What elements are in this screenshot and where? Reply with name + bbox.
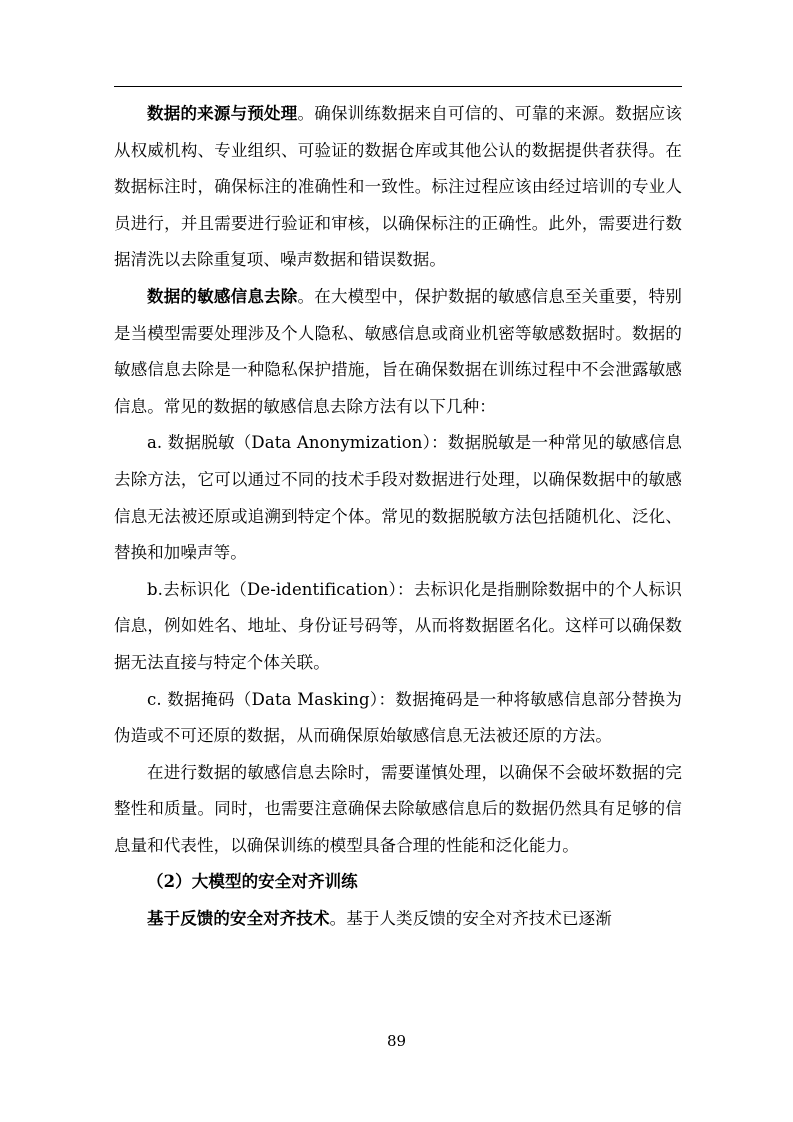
paragraph-body-feedback-alignment: 。基于人类反馈的安全对齐技术已逐渐 — [329, 909, 612, 929]
paragraph-data-source — [114, 96, 682, 279]
header-rule — [114, 86, 682, 87]
paragraph-sensitive-removal — [114, 279, 682, 425]
paragraph-conclusion — [114, 755, 682, 865]
paragraph-body-sensitive-removal: 。在大模型中，保护数据的敏感信息至关重要，特别是当模型需要处理涉及个人隐私、敏感信息或商业机密等敏感数据时。数据的敏感信息去除是一种隐私保护措施，旨在确保数据在训练过程中不会泄露敏感信息。常见的数据的敏感信息去除方法有以下几种： — [114, 286, 682, 416]
paragraph-item-c — [114, 682, 682, 755]
paragraph-body-data-source: 。确保训练数据来自可信的、可靠的来源。数据应该从权威机构、专业组织、可验证的数据仓库或其他公认的数据提供者获得。在数据标注时，确保标注的准确性和一致性。标注过程应该由经过培训的专业人员进行，并且需要进行验证和审核，以确保标注的正确性。此外，需要进行数据清洗以去除重复项、噪声数据和错误数据。 — [114, 104, 682, 270]
paragraph-body-item-b: b.去标识化（De-identification）：去标识化是指删除数据中的个人标识信息，例如姓名、地址、身份证号码等，从而将数据匿名化。这样可以确保数据无法直接与特定个体关联。 — [114, 579, 682, 672]
paragraph-item-b — [114, 572, 682, 682]
section-heading: （2）大模型的安全对齐训练 — [147, 872, 358, 892]
paragraph-body-item-a: a. 数据脱敏（Data Anonymization）：数据脱敏是一种常见的敏感信息去除方法，它可以通过不同的技术手段对数据进行处理，以确保数据中的敏感信息无法被还原或追溯到特定个体。常见的数据脱敏方法包括随机化、泛化、替换和加噪声等。 — [114, 433, 682, 563]
page-number: 89 — [386, 1032, 407, 1050]
paragraph-lead-data-source: 数据的来源与预处理 — [147, 104, 298, 123]
paragraph-body-conclusion: 在进行数据的敏感信息去除时，需要谨慎处理，以确保不会破坏数据的完整性和质量。同时，也需要注意确保去除敏感信息后的数据仍然具有足够的信息量和代表性，以确保训练的模型具备合理的性能和泛化能力。 — [114, 762, 682, 855]
paragraph-lead-feedback-alignment: 基于反馈的安全对齐技术 — [147, 909, 330, 929]
page-content — [114, 96, 682, 938]
paragraph-item-a — [114, 425, 682, 571]
paragraph-lead-sensitive-removal: 数据的敏感信息去除 — [147, 286, 298, 306]
paragraph-feedback-alignment — [114, 901, 682, 938]
paragraph-body-item-c: c. 数据掩码（Data Masking）：数据掩码是一种将敏感信息部分替换为伪造或不可还原的数据，从而确保原始敏感信息无法被还原的方法。 — [114, 689, 682, 746]
